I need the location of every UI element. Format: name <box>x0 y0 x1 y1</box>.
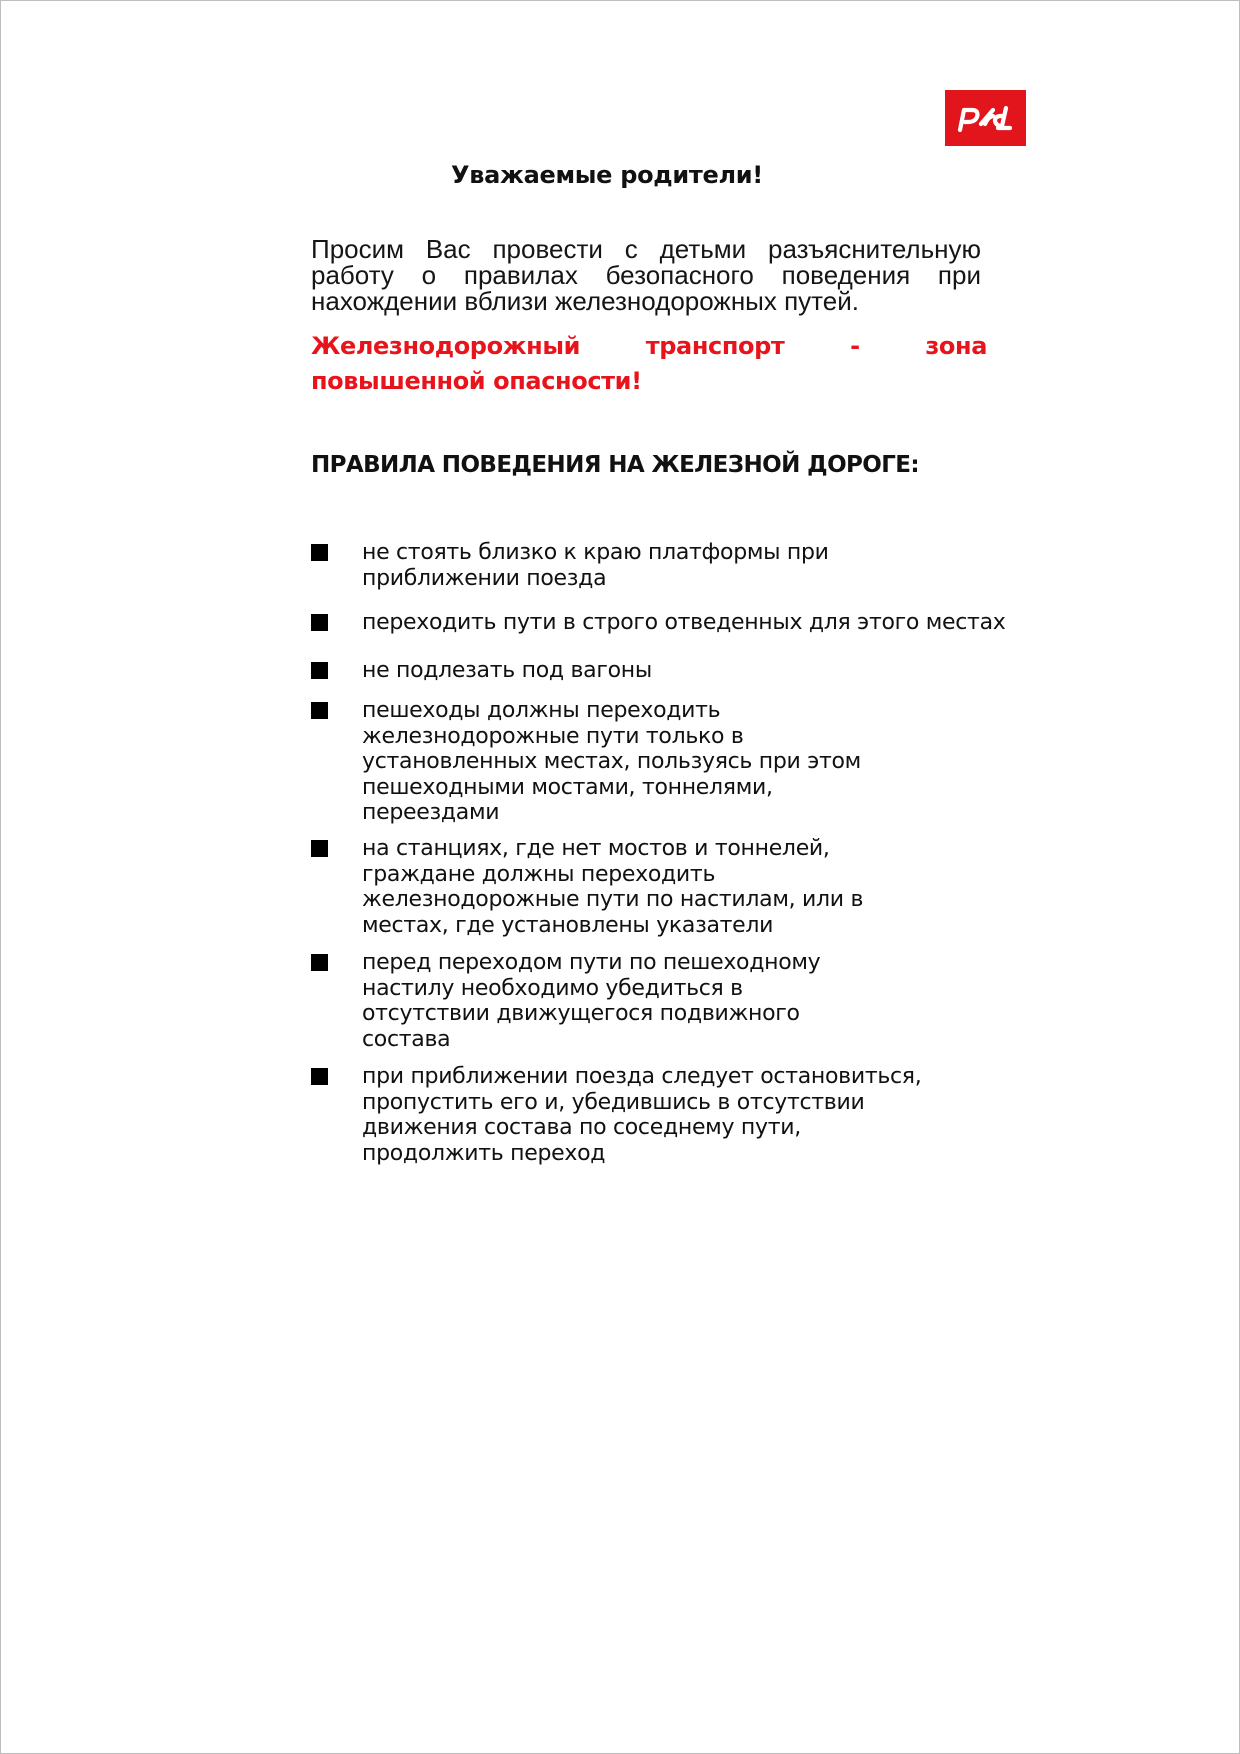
intro-paragraph: Просим Вас провести с детьми разъяснительную работу о правилах безопасного поведения при нахождении вблизи железнодорожных путей. <box>311 234 981 316</box>
rzd-logo <box>945 90 1026 146</box>
rule-text: на станциях, где нет мостов и тоннелей, граждане должны переходить железнодорожные пути по настилам, или в местах, где установлены указатели <box>362 836 864 938</box>
square-bullet-icon <box>311 662 328 679</box>
square-bullet-icon <box>311 614 328 631</box>
square-bullet-icon <box>311 1068 328 1085</box>
greeting-heading: Уважаемые родители! <box>451 161 763 189</box>
rule-text: переходить пути в строго отведенных для этого местах <box>362 610 1006 635</box>
rule-text: перед переходом пути по пешеходному настилу необходимо убедиться в отсутствии движущегося подвижного состава <box>362 950 821 1052</box>
square-bullet-icon <box>311 702 328 719</box>
rzd-logo-icon <box>954 102 1018 134</box>
rules-heading: ПРАВИЛА ПОВЕДЕНИЯ НА ЖЕЛЕЗНОЙ ДОРОГЕ: <box>311 452 919 478</box>
square-bullet-icon <box>311 544 328 561</box>
rule-text: не подлезать под вагоны <box>362 658 652 683</box>
rule-text: при приближении поезда следует остановиться, пропустить его и, убедившись в отсутствии движения состава по соседнему пути, продолжить переход <box>362 1064 922 1166</box>
rule-text: не стоять близко к краю платформы при приближении поезда <box>362 540 829 591</box>
square-bullet-icon <box>311 840 328 857</box>
rule-text: пешеходы должны переходить железнодорожные пути только в установленных местах, пользуясь при этом пешеходными мостами, тоннелями, переездами <box>362 698 861 825</box>
danger-warning: Железнодорожный транспорт - зона повышенной опасности! <box>311 332 987 395</box>
square-bullet-icon <box>311 954 328 971</box>
